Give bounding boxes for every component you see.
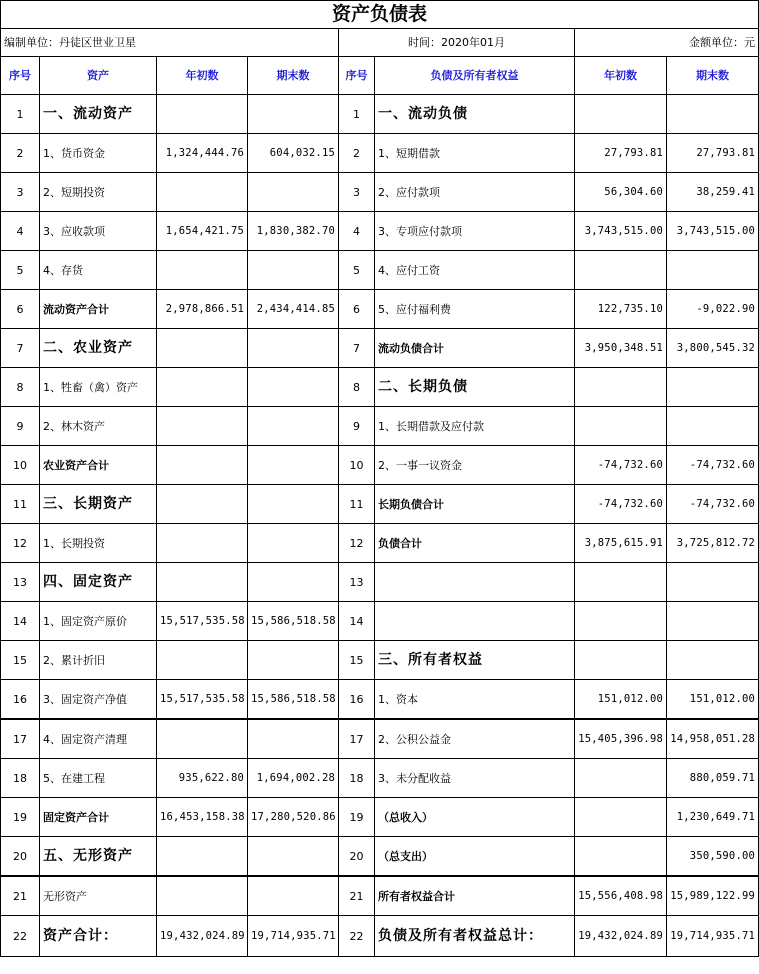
liability-label: 负债合计 bbox=[375, 524, 575, 563]
row-seq-right: 1 bbox=[339, 95, 375, 134]
asset-begin-value bbox=[157, 837, 248, 877]
liability-label: 3、未分配收益 bbox=[375, 759, 575, 798]
liability-end-value: 151,012.00 bbox=[667, 680, 759, 720]
liability-end-value bbox=[667, 563, 759, 602]
row-seq-right: 6 bbox=[339, 290, 375, 329]
row-seq-right: 5 bbox=[339, 251, 375, 290]
asset-label: 2、短期投资 bbox=[40, 173, 157, 212]
liability-label: （总支出） bbox=[375, 837, 575, 877]
header-row bbox=[1, 57, 759, 95]
liability-end-value: 15,989,122.99 bbox=[667, 876, 759, 916]
asset-begin-value bbox=[157, 446, 248, 485]
row-seq-left: 11 bbox=[1, 485, 40, 524]
liability-begin-value: 3,950,348.51 bbox=[575, 329, 667, 368]
asset-label: 流动资产合计 bbox=[40, 290, 157, 329]
row-seq-right: 16 bbox=[339, 680, 375, 720]
asset-label: 2、林木资产 bbox=[40, 407, 157, 446]
header-liabilities: 负债及所有者权益 bbox=[375, 57, 575, 95]
row-seq-left: 13 bbox=[1, 563, 40, 602]
liability-end-value bbox=[667, 368, 759, 407]
table-row bbox=[1, 719, 759, 759]
asset-end-value bbox=[248, 446, 339, 485]
row-seq-left: 6 bbox=[1, 290, 40, 329]
period-label: 时间：2020年01月 bbox=[339, 29, 575, 57]
asset-begin-value bbox=[157, 173, 248, 212]
row-seq-right: 2 bbox=[339, 134, 375, 173]
liability-label: 二、长期负债 bbox=[375, 368, 575, 407]
row-seq-right: 3 bbox=[339, 173, 375, 212]
asset-end-value bbox=[248, 95, 339, 134]
asset-end-value bbox=[248, 719, 339, 759]
liability-end-value bbox=[667, 641, 759, 680]
asset-begin-value bbox=[157, 485, 248, 524]
liability-begin-value: 151,012.00 bbox=[575, 680, 667, 720]
header-end2: 期末数 bbox=[667, 57, 759, 95]
header-end: 期末数 bbox=[248, 57, 339, 95]
liability-label: 所有者权益合计 bbox=[375, 876, 575, 916]
asset-begin-value bbox=[157, 368, 248, 407]
liability-begin-value bbox=[575, 251, 667, 290]
asset-begin-value bbox=[157, 251, 248, 290]
asset-begin-value: 15,517,535.58 bbox=[157, 602, 248, 641]
asset-end-value: 15,586,518.58 bbox=[248, 602, 339, 641]
asset-label: 4、固定资产清理 bbox=[40, 719, 157, 759]
asset-end-value bbox=[248, 524, 339, 563]
asset-end-value bbox=[248, 251, 339, 290]
asset-end-value bbox=[248, 837, 339, 877]
asset-end-value: 2,434,414.85 bbox=[248, 290, 339, 329]
table-row bbox=[1, 134, 759, 173]
liability-label: 2、应付款项 bbox=[375, 173, 575, 212]
asset-label: 5、在建工程 bbox=[40, 759, 157, 798]
asset-label: 1、固定资产原价 bbox=[40, 602, 157, 641]
asset-begin-value: 15,517,535.58 bbox=[157, 680, 248, 720]
asset-label: 无形资产 bbox=[40, 876, 157, 916]
asset-begin-value bbox=[157, 407, 248, 446]
table-row bbox=[1, 212, 759, 251]
row-seq-left: 21 bbox=[1, 876, 40, 916]
asset-begin-value: 935,622.80 bbox=[157, 759, 248, 798]
table-row bbox=[1, 798, 759, 837]
asset-begin-value bbox=[157, 876, 248, 916]
asset-begin-value bbox=[157, 719, 248, 759]
asset-label: 四、固定资产 bbox=[40, 563, 157, 602]
liability-end-value: 3,725,812.72 bbox=[667, 524, 759, 563]
asset-label: 固定资产合计 bbox=[40, 798, 157, 837]
liability-label: 负债及所有者权益总计： bbox=[375, 916, 575, 957]
header-begin2: 年初数 bbox=[575, 57, 667, 95]
asset-begin-value bbox=[157, 563, 248, 602]
unit-label: 金额单位：元 bbox=[575, 29, 759, 57]
asset-end-value: 15,586,518.58 bbox=[248, 680, 339, 720]
asset-begin-value: 2,978,866.51 bbox=[157, 290, 248, 329]
asset-end-value bbox=[248, 641, 339, 680]
liability-label: 1、长期借款及应付款 bbox=[375, 407, 575, 446]
liability-label: 3、专项应付款项 bbox=[375, 212, 575, 251]
liability-end-value: -74,732.60 bbox=[667, 446, 759, 485]
liability-begin-value bbox=[575, 759, 667, 798]
liability-label: 4、应付工资 bbox=[375, 251, 575, 290]
asset-begin-value: 1,324,444.76 bbox=[157, 134, 248, 173]
liability-label: 2、一事一议资金 bbox=[375, 446, 575, 485]
row-seq-left: 14 bbox=[1, 602, 40, 641]
liability-begin-value: 122,735.10 bbox=[575, 290, 667, 329]
asset-begin-value: 19,432,024.89 bbox=[157, 916, 248, 957]
liability-end-value bbox=[667, 251, 759, 290]
asset-label: 农业资产合计 bbox=[40, 446, 157, 485]
liability-end-value: -9,022.90 bbox=[667, 290, 759, 329]
liability-begin-value: -74,732.60 bbox=[575, 485, 667, 524]
asset-label: 一、流动资产 bbox=[40, 95, 157, 134]
liability-end-value bbox=[667, 95, 759, 134]
liability-begin-value: 15,405,396.98 bbox=[575, 719, 667, 759]
asset-label: 3、固定资产净值 bbox=[40, 680, 157, 720]
asset-end-value bbox=[248, 329, 339, 368]
row-seq-right: 12 bbox=[339, 524, 375, 563]
liability-label: 流动负债合计 bbox=[375, 329, 575, 368]
liability-end-value bbox=[667, 602, 759, 641]
row-seq-right: 22 bbox=[339, 916, 375, 957]
table-row bbox=[1, 759, 759, 798]
row-seq-right: 19 bbox=[339, 798, 375, 837]
row-seq-right: 20 bbox=[339, 837, 375, 877]
liability-label bbox=[375, 563, 575, 602]
asset-end-value bbox=[248, 563, 339, 602]
liability-label: 1、资本 bbox=[375, 680, 575, 720]
row-seq-left: 5 bbox=[1, 251, 40, 290]
liability-begin-value: -74,732.60 bbox=[575, 446, 667, 485]
liability-label: 1、短期借款 bbox=[375, 134, 575, 173]
row-seq-left: 16 bbox=[1, 680, 40, 720]
asset-end-value bbox=[248, 485, 339, 524]
header-begin: 年初数 bbox=[157, 57, 248, 95]
asset-end-value bbox=[248, 173, 339, 212]
liability-begin-value: 15,556,408.98 bbox=[575, 876, 667, 916]
row-seq-right: 13 bbox=[339, 563, 375, 602]
row-seq-left: 12 bbox=[1, 524, 40, 563]
table-row bbox=[1, 876, 759, 916]
liability-end-value: 880,059.71 bbox=[667, 759, 759, 798]
liability-end-value: 27,793.81 bbox=[667, 134, 759, 173]
row-seq-right: 14 bbox=[339, 602, 375, 641]
liability-begin-value: 3,743,515.00 bbox=[575, 212, 667, 251]
asset-begin-value: 1,654,421.75 bbox=[157, 212, 248, 251]
table-row bbox=[1, 446, 759, 485]
row-seq-left: 8 bbox=[1, 368, 40, 407]
table-row bbox=[1, 916, 759, 957]
asset-end-value bbox=[248, 368, 339, 407]
liability-begin-value bbox=[575, 95, 667, 134]
liability-end-value: 350,590.00 bbox=[667, 837, 759, 877]
asset-label: 二、农业资产 bbox=[40, 329, 157, 368]
header-assets: 资产 bbox=[40, 57, 157, 95]
liability-end-value: 14,958,051.28 bbox=[667, 719, 759, 759]
liability-begin-value: 27,793.81 bbox=[575, 134, 667, 173]
asset-begin-value bbox=[157, 95, 248, 134]
asset-label: 4、存货 bbox=[40, 251, 157, 290]
asset-label: 1、牲畜（禽）资产 bbox=[40, 368, 157, 407]
liability-begin-value bbox=[575, 641, 667, 680]
table-row bbox=[1, 641, 759, 680]
liability-begin-value bbox=[575, 798, 667, 837]
liability-begin-value: 19,432,024.89 bbox=[575, 916, 667, 957]
table-row bbox=[1, 485, 759, 524]
row-seq-left: 19 bbox=[1, 798, 40, 837]
liability-begin-value bbox=[575, 602, 667, 641]
row-seq-right: 9 bbox=[339, 407, 375, 446]
liability-end-value: 38,259.41 bbox=[667, 173, 759, 212]
liability-label: 长期负债合计 bbox=[375, 485, 575, 524]
asset-end-value bbox=[248, 876, 339, 916]
row-seq-right: 17 bbox=[339, 719, 375, 759]
row-seq-right: 10 bbox=[339, 446, 375, 485]
asset-end-value: 17,280,520.86 bbox=[248, 798, 339, 837]
table-row bbox=[1, 290, 759, 329]
liability-end-value: 3,800,545.32 bbox=[667, 329, 759, 368]
table-row bbox=[1, 173, 759, 212]
liability-end-value bbox=[667, 407, 759, 446]
asset-begin-value bbox=[157, 329, 248, 368]
row-seq-right: 7 bbox=[339, 329, 375, 368]
row-seq-right: 18 bbox=[339, 759, 375, 798]
liability-end-value: -74,732.60 bbox=[667, 485, 759, 524]
liability-end-value: 19,714,935.71 bbox=[667, 916, 759, 957]
table-row bbox=[1, 368, 759, 407]
table-row bbox=[1, 95, 759, 134]
liability-begin-value bbox=[575, 407, 667, 446]
row-seq-left: 7 bbox=[1, 329, 40, 368]
table-row bbox=[1, 329, 759, 368]
row-seq-left: 22 bbox=[1, 916, 40, 957]
asset-label: 1、长期投资 bbox=[40, 524, 157, 563]
liability-end-value: 3,743,515.00 bbox=[667, 212, 759, 251]
liability-begin-value bbox=[575, 368, 667, 407]
row-seq-left: 17 bbox=[1, 719, 40, 759]
row-seq-left: 2 bbox=[1, 134, 40, 173]
asset-begin-value bbox=[157, 524, 248, 563]
row-seq-right: 11 bbox=[339, 485, 375, 524]
asset-end-value: 1,694,002.28 bbox=[248, 759, 339, 798]
liability-label: 三、所有者权益 bbox=[375, 641, 575, 680]
asset-label: 3、应收款项 bbox=[40, 212, 157, 251]
asset-label: 五、无形资产 bbox=[40, 837, 157, 877]
row-seq-right: 21 bbox=[339, 876, 375, 916]
table-row bbox=[1, 602, 759, 641]
table-body bbox=[1, 1, 759, 957]
row-seq-left: 18 bbox=[1, 759, 40, 798]
asset-begin-value: 16,453,158.38 bbox=[157, 798, 248, 837]
row-seq-left: 4 bbox=[1, 212, 40, 251]
liability-begin-value bbox=[575, 563, 667, 602]
liability-label bbox=[375, 602, 575, 641]
liability-begin-value: 3,875,615.91 bbox=[575, 524, 667, 563]
asset-end-value: 19,714,935.71 bbox=[248, 916, 339, 957]
row-seq-left: 10 bbox=[1, 446, 40, 485]
table-row bbox=[1, 563, 759, 602]
liability-end-value: 1,230,649.71 bbox=[667, 798, 759, 837]
row-seq-right: 15 bbox=[339, 641, 375, 680]
asset-label: 三、长期资产 bbox=[40, 485, 157, 524]
table-row bbox=[1, 407, 759, 446]
sheet-title: 资产负债表 bbox=[1, 1, 759, 29]
asset-label: 2、累计折旧 bbox=[40, 641, 157, 680]
asset-begin-value bbox=[157, 641, 248, 680]
table-row bbox=[1, 524, 759, 563]
meta-row bbox=[1, 29, 759, 57]
row-seq-left: 1 bbox=[1, 95, 40, 134]
liability-label: 一、流动负债 bbox=[375, 95, 575, 134]
header-seq2: 序号 bbox=[339, 57, 375, 95]
row-seq-left: 15 bbox=[1, 641, 40, 680]
liability-begin-value bbox=[575, 837, 667, 877]
liability-label: （总收入） bbox=[375, 798, 575, 837]
row-seq-right: 8 bbox=[339, 368, 375, 407]
asset-label: 1、货币资金 bbox=[40, 134, 157, 173]
row-seq-left: 20 bbox=[1, 837, 40, 877]
liability-label: 5、应付福利费 bbox=[375, 290, 575, 329]
row-seq-left: 9 bbox=[1, 407, 40, 446]
table-row bbox=[1, 837, 759, 877]
liability-label: 2、公积公益金 bbox=[375, 719, 575, 759]
row-seq-right: 4 bbox=[339, 212, 375, 251]
org-label: 编制单位：丹徒区世业卫星 bbox=[1, 29, 339, 57]
title-row bbox=[1, 1, 759, 29]
asset-end-value bbox=[248, 407, 339, 446]
table-row bbox=[1, 680, 759, 720]
asset-end-value: 1,830,382.70 bbox=[248, 212, 339, 251]
table-row bbox=[1, 251, 759, 290]
asset-end-value: 604,032.15 bbox=[248, 134, 339, 173]
liability-begin-value: 56,304.60 bbox=[575, 173, 667, 212]
row-seq-left: 3 bbox=[1, 173, 40, 212]
asset-label: 资产合计： bbox=[40, 916, 157, 957]
header-seq: 序号 bbox=[1, 57, 40, 95]
